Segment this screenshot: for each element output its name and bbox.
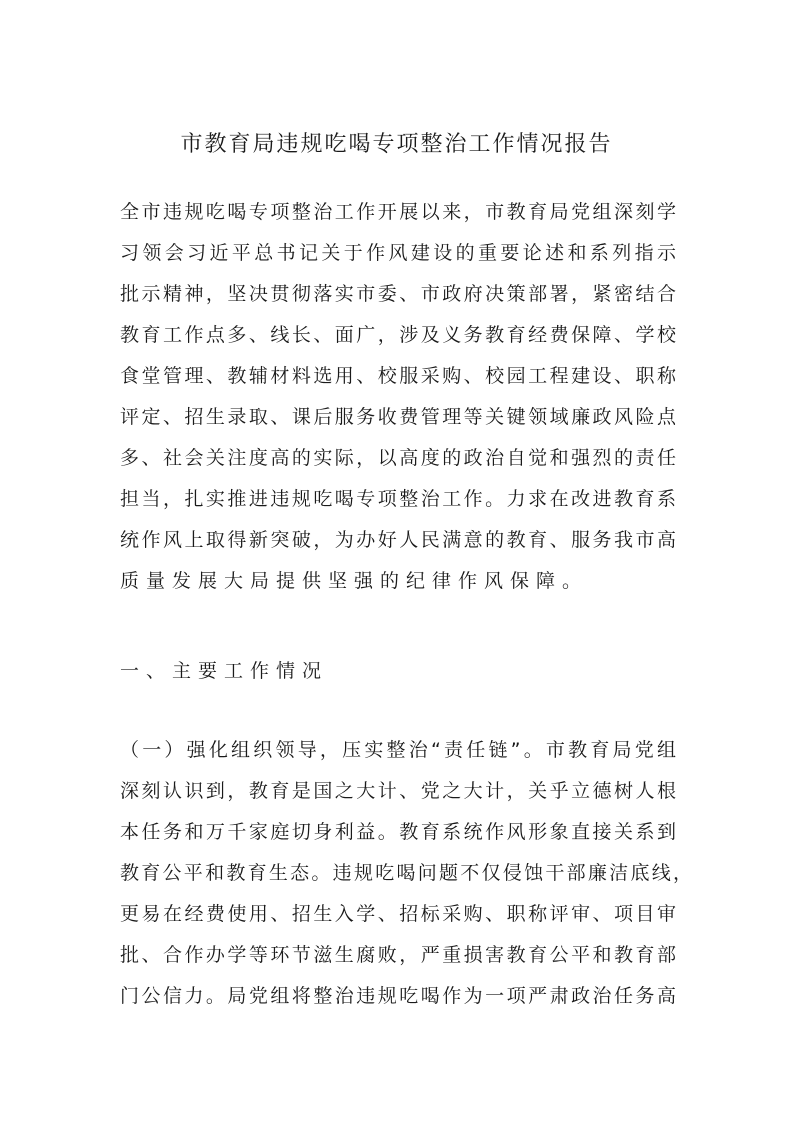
paragraph-section1-item1 <box>120 730 692 1017</box>
text-line: 本任务和万千家庭切身利益。教育系统作风形象直接关系到 <box>120 821 676 843</box>
text-line: （一）强化组织领导，压实整治“责任链”。市教育局党组 <box>120 739 676 761</box>
paragraph-intro <box>120 192 676 602</box>
text-line: 更易在经费使用、招生入学、招标采购、职称评审、项目审 <box>120 903 676 925</box>
text-line: 担当，扎实推进违规吃喝专项整治工作。力求在改进教育系 <box>120 488 676 510</box>
text-line: 批示精神，坚决贯彻落实市委、市政府决策部署，紧密结合 <box>120 283 676 305</box>
text-line: 批、合作办学等环节滋生腐败，严重损害教育公平和教育部 <box>120 944 676 966</box>
document-title: 市教育局违规吃喝专项整治工作情况报告 <box>180 132 613 157</box>
text-line: 统作风上取得新突破，为办好人民满意的教育、服务我市高 <box>120 529 676 551</box>
text-line: 全市违规吃喝专项整治工作开展以来，市教育局党组深刻学 <box>120 201 676 223</box>
section-heading: 一、主要工作情况 <box>120 660 329 682</box>
text-line: 习领会习近平总书记关于作风建设的重要论述和系列指示 <box>120 242 676 264</box>
text-line: 教育工作点多、线长、面广，涉及义务教育经费保障、学校 <box>120 324 676 346</box>
text-line: 质量发展大局提供坚强的纪律作风保障。 <box>120 570 589 592</box>
text-line: 教育公平和教育生态。违规吃喝问题不仅侵蚀干部廉洁底线， <box>120 862 692 884</box>
text-line: 评定、招生录取、课后服务收费管理等关键领域廉政风险点 <box>120 406 676 428</box>
text-line: 深刻认识到，教育是国之大计、党之大计，关乎立德树人根 <box>120 780 676 802</box>
text-line: 多、社会关注度高的实际，以高度的政治自觉和强烈的责任 <box>120 447 676 469</box>
text-line: 食堂管理、教辅材料选用、校服采购、校园工程建设、职称 <box>120 365 676 387</box>
text-line: 门公信力。局党组将整治违规吃喝作为一项严肃政治任务高 <box>120 985 676 1007</box>
